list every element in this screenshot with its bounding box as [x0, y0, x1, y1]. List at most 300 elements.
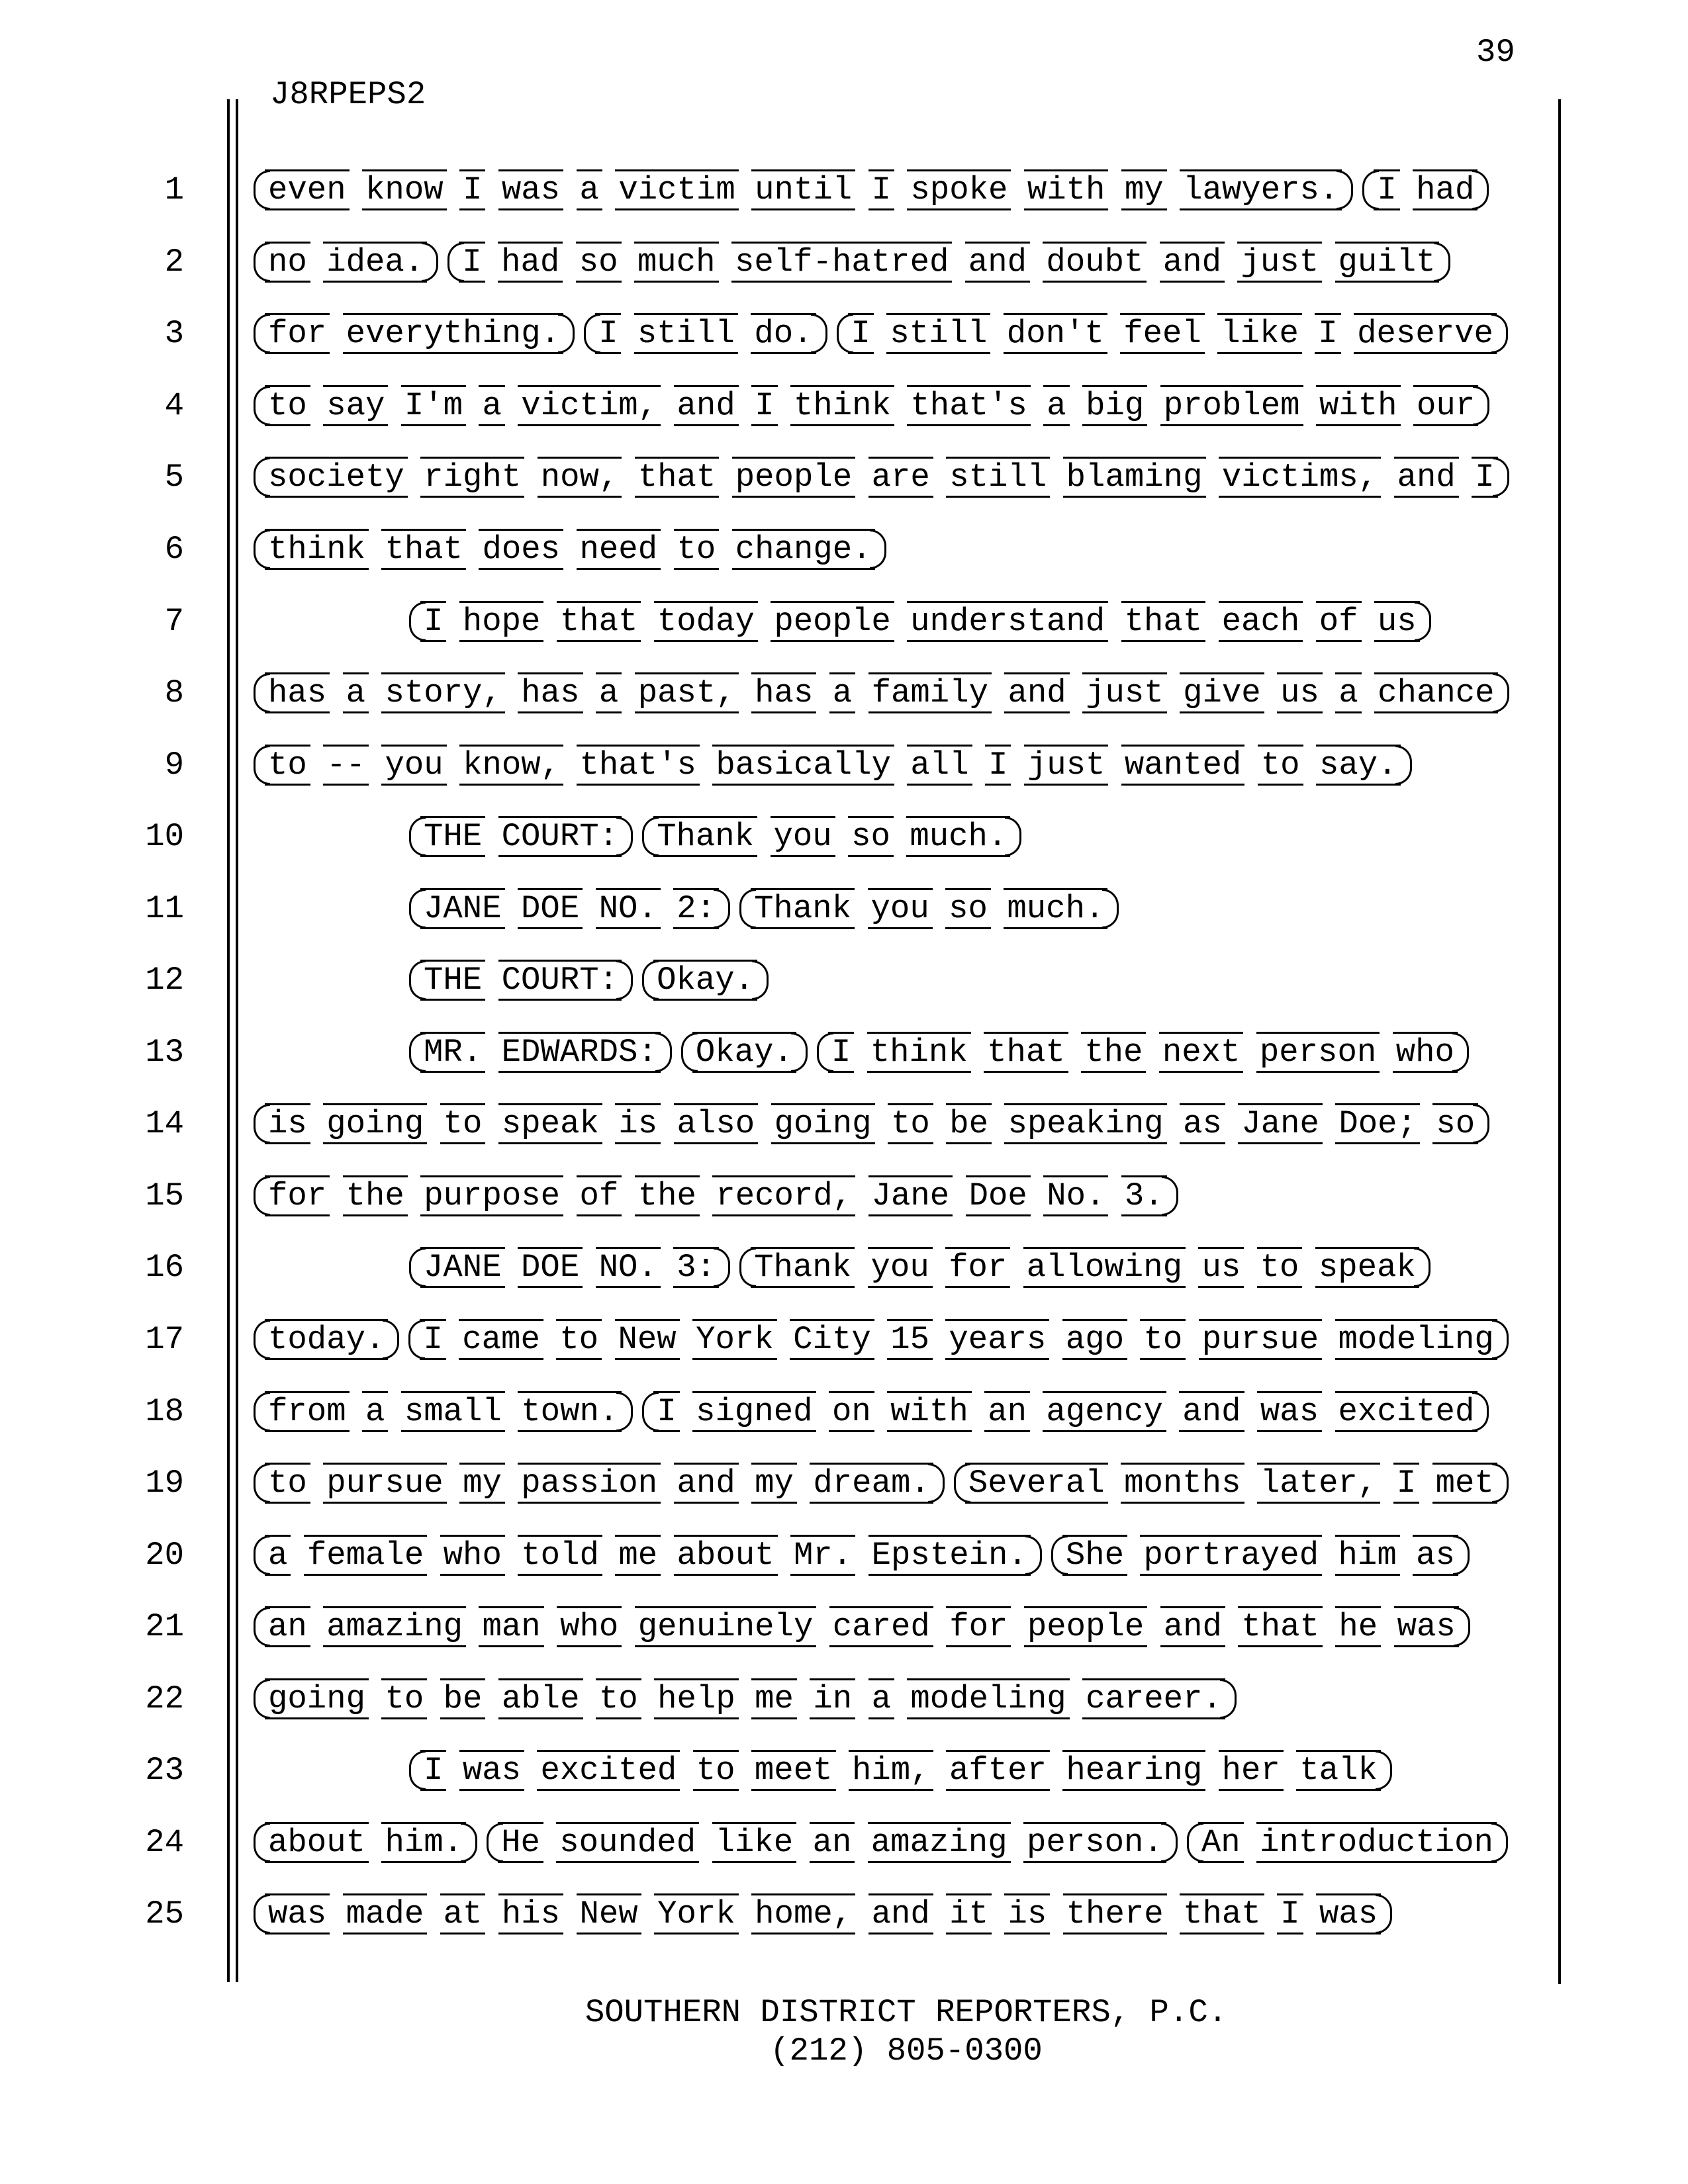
line-number: 23	[145, 1752, 184, 1790]
word: COURT:	[498, 816, 622, 857]
word: and	[674, 385, 739, 426]
word: just	[1082, 672, 1167, 713]
sentence-capsule	[409, 962, 633, 998]
word: say.	[1316, 745, 1401, 786]
line-content	[254, 244, 1450, 280]
line-content	[254, 1681, 1237, 1717]
word: chance	[1374, 672, 1497, 713]
word: I	[653, 1391, 679, 1432]
line-content	[254, 1394, 1489, 1430]
word: people	[1024, 1606, 1147, 1647]
word: JANE	[420, 1247, 505, 1288]
word: I	[848, 313, 874, 354]
word: THE	[420, 960, 485, 1001]
sentence-text	[424, 962, 618, 999]
sentence-text	[424, 1034, 657, 1071]
word: York	[654, 1893, 739, 1934]
sentence-text	[1066, 1537, 1455, 1574]
word: NO.	[596, 888, 661, 929]
word: came	[459, 1319, 543, 1360]
word: still	[634, 313, 738, 354]
line-content	[254, 1465, 1509, 1501]
line-number: 7	[164, 602, 184, 640]
word: know,	[459, 745, 563, 786]
word: just	[1024, 745, 1109, 786]
sentence-capsule	[408, 1322, 1508, 1357]
sentence-capsule	[254, 1178, 1178, 1214]
word: you	[868, 1247, 933, 1288]
word: about	[674, 1535, 778, 1576]
word: and	[965, 242, 1030, 283]
line-number: 9	[164, 746, 184, 784]
word: him,	[849, 1750, 933, 1791]
word: there	[1063, 1893, 1167, 1934]
transcript-line	[0, 657, 1688, 729]
word: He	[498, 1822, 543, 1863]
line-number: 13	[145, 1033, 184, 1071]
sentence-capsule	[681, 1034, 808, 1070]
word: big	[1082, 385, 1147, 426]
sentence-text	[268, 747, 1397, 784]
word: at	[440, 1893, 486, 1934]
word: I	[1315, 313, 1340, 354]
word: that	[381, 529, 466, 570]
line-number: 3	[164, 315, 184, 353]
sentence-text	[1201, 1824, 1493, 1861]
word: excited	[1335, 1391, 1478, 1432]
word: my	[751, 1463, 797, 1504]
word: for	[265, 1175, 330, 1216]
word: that's	[907, 385, 1030, 426]
line-content	[409, 891, 1119, 927]
word: think	[867, 1032, 971, 1073]
word: is	[615, 1103, 661, 1144]
word: told	[518, 1535, 602, 1576]
word: was	[498, 169, 563, 210]
word: for	[946, 1606, 1011, 1647]
sentence-capsule	[409, 819, 633, 854]
word: story,	[381, 672, 504, 713]
line-number: 4	[164, 387, 184, 424]
word: 15	[887, 1319, 933, 1360]
line-content	[409, 819, 1021, 854]
word: to	[440, 1103, 486, 1144]
word: to	[1257, 1247, 1303, 1288]
word: to	[596, 1678, 641, 1719]
footer-phone-number: (212) 805-0300	[770, 2032, 1043, 2070]
line-content	[254, 1609, 1470, 1645]
sentence-text	[268, 1824, 463, 1861]
line-number: 10	[145, 818, 184, 856]
sentence-text	[657, 818, 1007, 855]
line-number: 11	[145, 889, 184, 927]
word: going	[265, 1678, 369, 1719]
word: signed	[692, 1391, 816, 1432]
transcript-line	[0, 1017, 1688, 1089]
word: sounded	[556, 1822, 699, 1863]
word: my	[1121, 169, 1167, 210]
word: person	[1256, 1032, 1380, 1073]
word: York	[692, 1319, 777, 1360]
transcript-line	[0, 1591, 1688, 1663]
word: an	[265, 1606, 310, 1647]
word: to	[265, 1463, 310, 1504]
word: met	[1432, 1463, 1497, 1504]
word: speak	[498, 1103, 602, 1144]
word: now,	[538, 457, 622, 498]
word: I	[459, 242, 485, 283]
sentence-capsule	[254, 1106, 1489, 1142]
word: modeling	[907, 1678, 1069, 1719]
word: it	[946, 1893, 992, 1934]
word: 2:	[673, 888, 719, 929]
sentence-text	[268, 1105, 1475, 1142]
line-content	[254, 1537, 1470, 1573]
word: made	[343, 1893, 428, 1934]
word: was	[1394, 1606, 1459, 1647]
line-content	[254, 1178, 1178, 1214]
sentence-text	[268, 1608, 1456, 1645]
sentence-capsule	[584, 316, 827, 351]
line-number: 20	[145, 1536, 184, 1574]
word: think	[790, 385, 894, 426]
word: agency	[1043, 1391, 1166, 1432]
word: and	[868, 1893, 933, 1934]
word: has	[518, 672, 583, 713]
word: hearing	[1062, 1750, 1205, 1791]
word: say	[323, 385, 388, 426]
line-content	[254, 1825, 1508, 1860]
word: was	[265, 1893, 330, 1934]
transcript-line	[0, 1878, 1688, 1950]
word: also	[674, 1103, 759, 1144]
word: was	[459, 1750, 524, 1791]
word: I	[1393, 1463, 1419, 1504]
word: amazing	[868, 1822, 1011, 1863]
sentence-text	[462, 244, 1435, 281]
word: that	[635, 457, 720, 498]
word: DOE	[518, 1247, 583, 1288]
line-number: 6	[164, 531, 184, 568]
word: and	[1394, 457, 1459, 498]
word: that	[1180, 1893, 1264, 1934]
word: to	[265, 385, 310, 426]
word: even	[265, 169, 350, 210]
sentence-capsule	[642, 819, 1021, 854]
transcript-line	[0, 801, 1688, 873]
transcript-line	[0, 729, 1688, 801]
word: until	[751, 169, 855, 210]
word: a	[1335, 672, 1361, 713]
word: do.	[751, 313, 816, 354]
word: talk	[1296, 1750, 1381, 1791]
word: was	[1316, 1893, 1381, 1934]
word: dream.	[810, 1463, 933, 1504]
transcript-lines	[0, 154, 1688, 1950]
word: the	[1081, 1032, 1146, 1073]
word: has	[751, 672, 816, 713]
line-content	[409, 604, 1431, 639]
sentence-capsule	[837, 316, 1508, 351]
word: much.	[1004, 888, 1107, 929]
sentence-text	[268, 387, 1475, 424]
sentence-text	[268, 1393, 618, 1430]
word: for	[265, 313, 330, 354]
line-number: 18	[145, 1392, 184, 1430]
word: the	[343, 1175, 408, 1216]
line-content	[254, 388, 1489, 424]
sentence-text	[831, 1034, 1454, 1071]
word: I	[420, 1750, 446, 1791]
transcript-line	[0, 298, 1688, 370]
word: from	[265, 1391, 350, 1432]
transcript-line	[0, 1735, 1688, 1807]
word: who	[440, 1535, 505, 1576]
word: I	[420, 601, 446, 642]
sentence-text	[268, 1177, 1164, 1214]
word: be	[440, 1678, 486, 1719]
sentence-capsule	[409, 1034, 672, 1070]
word: victims,	[1219, 457, 1381, 498]
word: so	[945, 888, 991, 929]
word: still	[946, 457, 1050, 498]
word: change.	[732, 529, 875, 570]
word: the	[635, 1175, 700, 1216]
word: to	[888, 1103, 933, 1144]
line-content	[254, 1322, 1509, 1357]
word: his	[498, 1893, 563, 1934]
word: a	[479, 385, 504, 426]
word: is	[1004, 1893, 1050, 1934]
word: has	[265, 672, 330, 713]
word: you	[381, 745, 446, 786]
sentence-capsule	[954, 1465, 1509, 1501]
word: an	[810, 1822, 855, 1863]
word: today.	[265, 1319, 388, 1360]
sentence-capsule	[254, 459, 1509, 495]
word: and	[1179, 1391, 1244, 1432]
word: ago	[1062, 1319, 1127, 1360]
word: does	[479, 529, 563, 570]
transcript-line	[0, 872, 1688, 944]
sentence-capsule	[254, 388, 1489, 424]
sentence-text	[268, 459, 1495, 496]
word: is	[265, 1103, 310, 1144]
word: us	[1198, 1247, 1244, 1288]
transcript-line	[0, 1304, 1688, 1376]
word: New	[615, 1319, 680, 1360]
transcript-line	[0, 1232, 1688, 1304]
line-number: 5	[164, 459, 184, 496]
word: City	[790, 1319, 874, 1360]
sentence-text	[268, 315, 560, 352]
sentence-text	[424, 890, 716, 927]
word: understand	[907, 601, 1108, 642]
transcript-line	[0, 1160, 1688, 1232]
word: a	[577, 169, 602, 210]
footer	[254, 1993, 1559, 2070]
word: him	[1335, 1535, 1400, 1576]
word: still	[886, 313, 990, 354]
word: going	[771, 1103, 875, 1144]
word: deserve	[1354, 313, 1497, 354]
transcript-line	[0, 1807, 1688, 1879]
word: feel	[1120, 313, 1205, 354]
word: him.	[381, 1822, 466, 1863]
word: basically	[712, 745, 894, 786]
word: MR.	[420, 1032, 485, 1073]
word: excited	[537, 1750, 680, 1791]
word: he	[1335, 1606, 1381, 1647]
word: people	[771, 601, 894, 642]
word: a	[596, 672, 622, 713]
word: victim,	[518, 385, 661, 426]
word: just	[1237, 242, 1322, 283]
sentence-text	[754, 890, 1104, 927]
word: her	[1219, 1750, 1284, 1791]
word: to	[265, 745, 310, 786]
transcript-line	[0, 226, 1688, 298]
sentence-capsule	[254, 1537, 1042, 1573]
word: record,	[712, 1175, 855, 1216]
word: I	[420, 1319, 445, 1360]
word: to	[674, 529, 720, 570]
word: and	[1160, 1606, 1225, 1647]
word: I	[595, 313, 621, 354]
sentence-text	[657, 962, 754, 999]
word: with	[887, 1391, 972, 1432]
word: career.	[1082, 1678, 1225, 1719]
sentence-text	[268, 531, 872, 568]
word: An	[1198, 1822, 1244, 1863]
word: I	[1374, 169, 1399, 210]
word: are	[868, 457, 933, 498]
sentence-capsule	[487, 1825, 1178, 1860]
sentence-text	[424, 818, 618, 855]
sentence-text	[268, 1680, 1222, 1717]
word: Doe;	[1335, 1103, 1420, 1144]
word: doubt	[1043, 242, 1147, 283]
sentence-text	[268, 171, 1338, 208]
word: no	[265, 242, 310, 283]
word: amazing	[323, 1606, 466, 1647]
word: after	[946, 1750, 1050, 1791]
word: was	[1257, 1391, 1322, 1432]
line-content	[254, 1896, 1392, 1932]
sentence-text	[598, 315, 812, 352]
word: COURT:	[498, 960, 622, 1001]
word: and	[1160, 242, 1225, 283]
line-content	[409, 1250, 1430, 1285]
word: I	[751, 385, 777, 426]
sentence-capsule	[642, 1394, 1489, 1430]
word: a	[265, 1535, 291, 1576]
sentence-text	[696, 1034, 793, 1071]
sentence-capsule	[254, 531, 886, 567]
word: hope	[459, 601, 544, 642]
word: much	[634, 242, 719, 283]
sentence-text	[268, 1321, 385, 1358]
word: each	[1219, 601, 1303, 642]
word: a	[343, 672, 369, 713]
sentence-capsule	[254, 675, 1509, 711]
line-number: 21	[145, 1608, 184, 1646]
word: help	[654, 1678, 739, 1719]
word: so	[576, 242, 622, 283]
sentence-text	[1377, 171, 1474, 208]
line-number: 14	[145, 1105, 184, 1143]
line-content	[254, 531, 886, 567]
sentence-text	[424, 603, 1417, 640]
line-content	[409, 962, 769, 998]
word: self-hatred	[731, 242, 952, 283]
word: everything.	[343, 313, 563, 354]
word: a	[868, 1678, 894, 1719]
word: cared	[829, 1606, 933, 1647]
word: Okay.	[692, 1032, 796, 1073]
word: EDWARDS:	[498, 1032, 661, 1073]
transcript-header-code: J8RPEPS2	[270, 76, 426, 113]
word: idea.	[323, 242, 427, 283]
word: JANE	[420, 888, 505, 929]
line-number: 24	[145, 1823, 184, 1861]
word: who	[1393, 1032, 1458, 1073]
sentence-text	[268, 1465, 930, 1502]
word: years	[945, 1319, 1049, 1360]
word: us	[1374, 601, 1420, 642]
sentence-text	[424, 1249, 716, 1286]
transcript-line	[0, 585, 1688, 657]
transcript-line	[0, 154, 1688, 226]
word: I	[1277, 1893, 1303, 1934]
transcript-line	[0, 1447, 1688, 1520]
word: on	[829, 1391, 874, 1432]
word: and	[1004, 672, 1069, 713]
sentence-capsule	[254, 1394, 633, 1430]
sentence-text	[968, 1465, 1494, 1502]
word: guilt	[1335, 242, 1439, 283]
word: I	[459, 169, 485, 210]
word: small	[401, 1391, 505, 1432]
word: with	[1024, 169, 1109, 210]
word: home,	[751, 1893, 855, 1934]
sentence-text	[268, 1895, 1378, 1933]
word: to	[556, 1319, 602, 1360]
line-content	[254, 459, 1509, 495]
word: people	[732, 457, 855, 498]
transcript-line	[0, 1662, 1688, 1735]
sentence-capsule	[254, 1465, 945, 1501]
word: today	[654, 601, 758, 642]
sentence-capsule	[739, 1250, 1430, 1285]
word: all	[907, 745, 972, 786]
word: blaming	[1063, 457, 1206, 498]
word: don't	[1004, 313, 1107, 354]
word: Jane	[868, 1175, 953, 1216]
line-content	[254, 675, 1509, 711]
line-number: 19	[145, 1465, 184, 1502]
word: Mr.	[790, 1535, 855, 1576]
word: man	[479, 1606, 543, 1647]
word: going	[323, 1103, 427, 1144]
word: I	[1472, 457, 1497, 498]
sentence-capsule	[254, 172, 1353, 208]
sentence-capsule	[739, 891, 1119, 927]
word: so	[848, 816, 894, 857]
line-content	[254, 316, 1508, 351]
line-content	[409, 1752, 1392, 1788]
word: lawyers.	[1180, 169, 1342, 210]
